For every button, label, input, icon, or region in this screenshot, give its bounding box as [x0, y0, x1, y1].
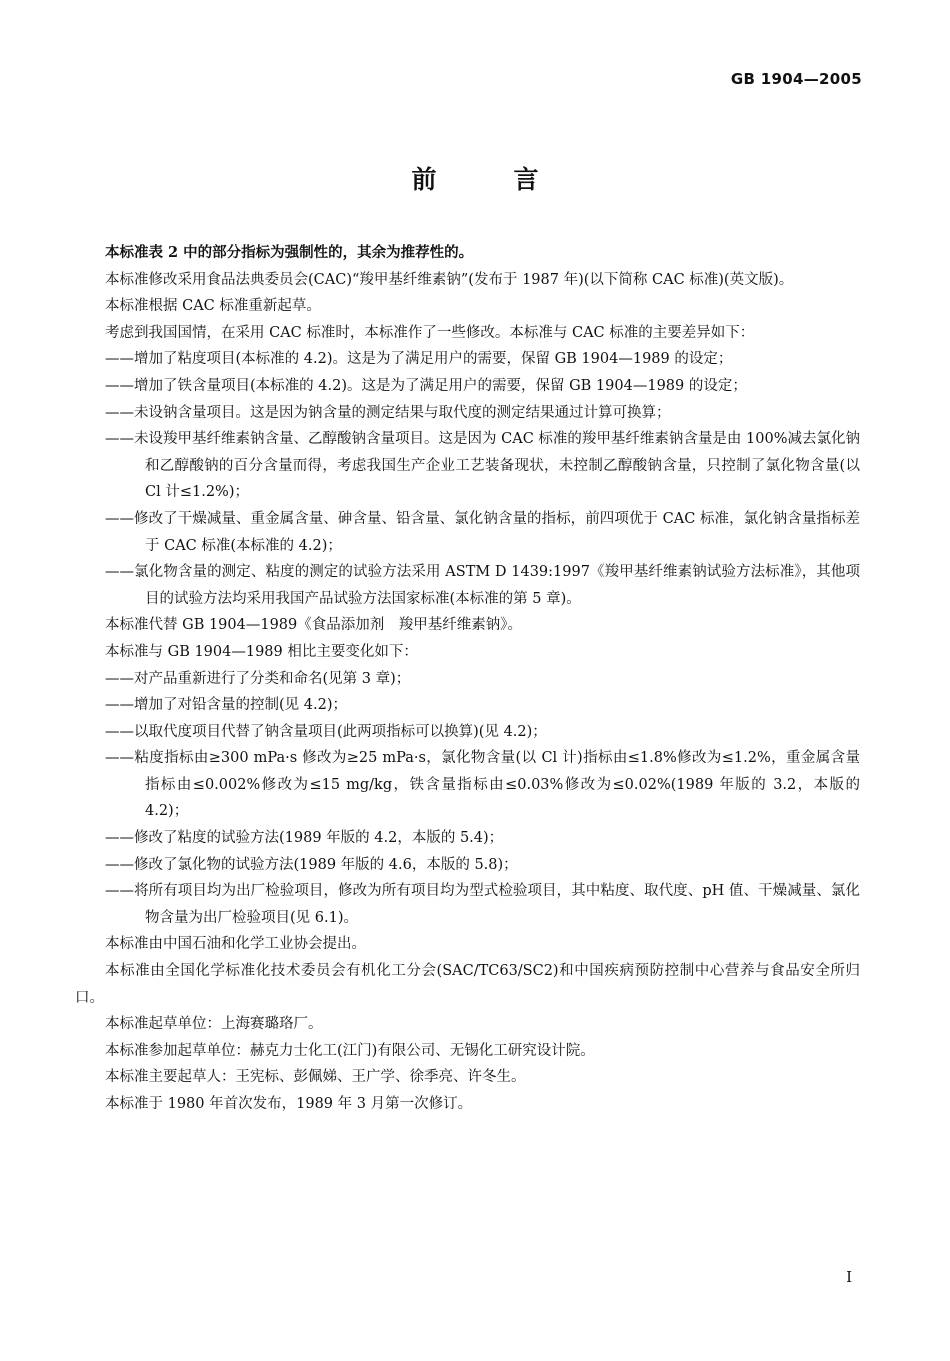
page-title: 前 言 — [411, 165, 565, 194]
paragraph: 本标准由全国化学标准化技术委员会有机化工分会(SAC/TC63/SC2)和中国疾病预防控制中心营养与食品安全所归口。 — [75, 963, 860, 1006]
list-item: ——粘度指标由≥300 mPa·s 修改为≥25 mPa·s，氯化物含量(以 Cl 计)指标由≤1.8%修改为≤1.2%，重金属含量指标由≤0.002%修改为≤15 mg/kg，铁含量指标由≤0.03%修改为≤0.02%(1989 年版的 3.2，本版的 4.2)； — [105, 750, 860, 820]
list-item: ——未设羧甲基纤维素钠含量、乙醇酸钠含量项目。这是因为 CAC 标准的羧甲基纤维素钠含量是由 100%减去氯化钠和乙醇酸钠的百分含量而得，考虑我国生产企业工艺装备现状，未控制乙醇酸钠含量，只控制了氯化物含量(以 Cl 计≤1.2%)； — [105, 431, 860, 501]
list-item: ——将所有项目均为出厂检验项目，修改为所有项目均为型式检验项目，其中粘度、取代度、pH 值、干燥减量、氯化物含量为出厂检验项目(见 6.1)。 — [105, 883, 860, 926]
paragraph: 本标准由中国石油和化学工业协会提出。 — [105, 936, 366, 953]
list-item: ——增加了对铅含量的控制(见 4.2)； — [105, 697, 347, 714]
paragraph: 本标准表 2 中的部分指标为强制性的，其余为推荐性的。 — [105, 244, 474, 261]
list-item: ——增加了粘度项目(本标准的 4.2)。这是为了满足用户的需要，保留 GB 1904—1989 的设定； — [105, 351, 733, 368]
paragraph: 考虑到我国国情，在采用 CAC 标准时，本标准作了一些修改。本标准与 CAC 标准的主要差异如下： — [105, 324, 755, 341]
list-item: ——未设钠含量项目。这是因为钠含量的测定结果与取代度的测定结果通过计算可换算； — [105, 404, 671, 421]
list-item: ——氯化物含量的测定、粘度的测定的试验方法采用 ASTM D 1439:1997《羧甲基纤维素钠试验方法标准》，其他项目的试验方法均采用我国产品试验方法国家标准(本标准的第 5 章)。 — [105, 564, 860, 607]
paragraph: 本标准代替 GB 1904—1989《食品添加剂 羧甲基纤维素钠》。 — [105, 617, 523, 634]
list-item: ——增加了铁含量项目(本标准的 4.2)。这是为了满足用户的需要，保留 GB 1904—1989 的设定； — [105, 377, 747, 394]
foreword-body — [75, 240, 860, 1118]
list-item: ——以取代度项目代替了钠含量项目(此两项指标可以换算)(见 4.2)； — [105, 723, 547, 740]
paragraph: 本标准与 GB 1904—1989 相比主要变化如下： — [105, 643, 418, 660]
list-item: ——修改了粘度的试验方法(1989 年版的 4.2，本版的 5.4)； — [105, 830, 504, 847]
paragraph: 本标准根据 CAC 标准重新起草。 — [105, 298, 321, 315]
paragraph: 本标准主要起草人：王宪标、彭佩娣、王广学、徐季亮、许冬生。 — [105, 1069, 526, 1086]
list-item: ——修改了干燥减量、重金属含量、砷含量、铅含量、氯化钠含量的指标，前四项优于 CAC 标准，氯化钠含量指标差于 CAC 标准(本标准的 4.2)； — [105, 510, 860, 554]
list-item: ——修改了氯化物的试验方法(1989 年版的 4.6，本版的 5.8)； — [105, 856, 518, 873]
paragraph: 本标准修改采用食品法典委员会(CAC)“羧甲基纤维素钠”(发布于 1987 年)(以下简称 CAC 标准)(英文版)。 — [105, 271, 794, 288]
paragraph: 本标准参加起草单位：赫克力士化工(江门)有限公司、无锡化工研究设计院。 — [105, 1042, 595, 1059]
page-number: I — [846, 1268, 852, 1286]
list-item: ——对产品重新进行了分类和命名(见第 3 章)； — [105, 670, 411, 687]
paragraph: 本标准起草单位：上海赛璐珞厂。 — [105, 1016, 323, 1033]
paragraph: 本标准于 1980 年首次发布，1989 年 3 月第一次修订。 — [105, 1096, 473, 1112]
standard-code: GB 1904—2005 — [730, 70, 862, 88]
